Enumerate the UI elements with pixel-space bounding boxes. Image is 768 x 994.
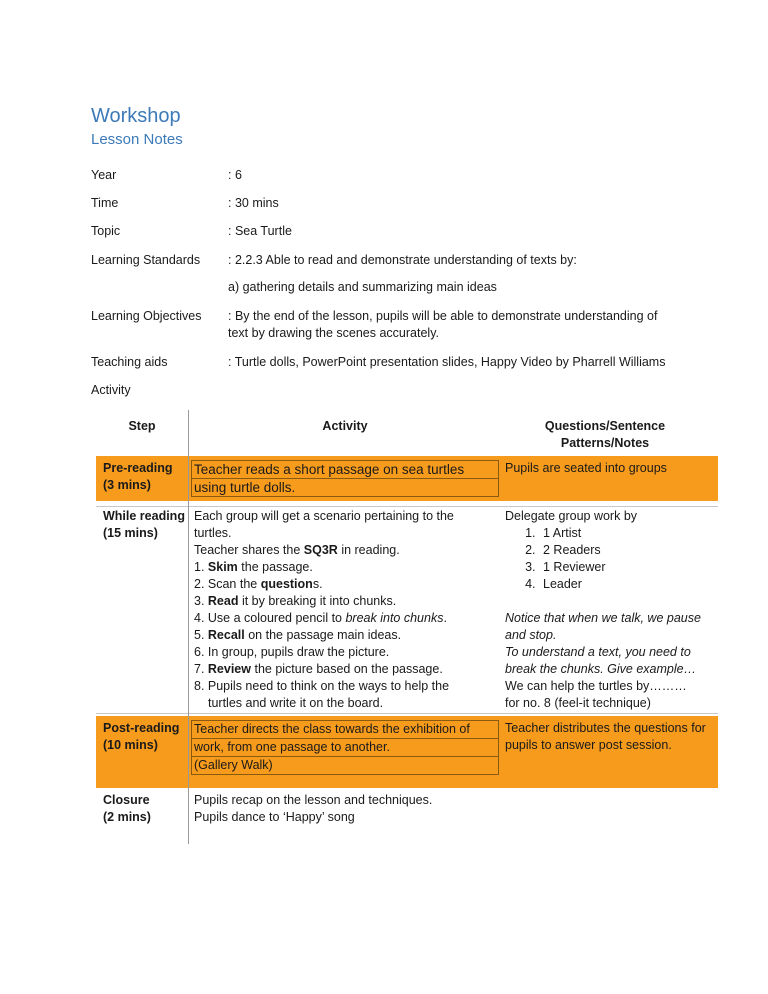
document-subtitle: Lesson Notes <box>91 131 183 148</box>
text-run: the passage. <box>237 560 313 574</box>
list-item: 4. Leader <box>539 576 717 593</box>
activity-cell <box>194 720 499 775</box>
step-name: While reading <box>103 509 185 523</box>
activity-line: turtles and write it on the board. <box>208 696 384 710</box>
field-label-standards: Learning Standards <box>91 253 201 267</box>
activity-line: Teacher directs the class towards the exhibition of <box>191 720 499 739</box>
row-divider <box>96 506 718 507</box>
bold-term: SQ3R <box>303 543 338 557</box>
document-title: Workshop <box>91 105 181 127</box>
field-value-time: : 30 mins <box>228 196 279 210</box>
header-activity: Activity <box>322 419 368 433</box>
field-value-standards: : 2.2.3 Able to read and demonstrate understanding of texts by: <box>228 253 577 267</box>
italic-term: break into chunks <box>345 611 444 625</box>
field-value-standards-detail: a) gathering details and summarizing main ideas <box>228 280 497 294</box>
table-row-while-reading <box>96 508 718 711</box>
list-item: 1. 1 Artist <box>539 525 717 542</box>
field-label-topic: Topic <box>91 224 121 238</box>
field-value-teaching-aids: : Turtle dolls, PowerPoint presentation slides, Happy Video by Pharrell Williams <box>228 355 666 369</box>
row-divider <box>96 713 718 714</box>
step-duration: (10 mins) <box>103 738 158 752</box>
note-line: and stop. <box>505 628 557 642</box>
roles-list <box>505 525 717 593</box>
step-cell <box>103 460 193 494</box>
step-cell <box>103 720 193 754</box>
activity-line <box>194 627 499 644</box>
bold-term: Recall <box>207 628 245 642</box>
activity-line <box>194 593 499 610</box>
bold-term: Review <box>207 662 251 676</box>
bold-term: Skim <box>207 560 238 574</box>
activity-line: Teacher reads a short passage on sea turtles <box>191 460 499 479</box>
text-run: 4. Use a coloured pencil to <box>194 611 346 625</box>
step-duration: (3 mins) <box>103 478 151 492</box>
text-run: s. <box>312 577 323 591</box>
field-value-objectives: : By the end of the lesson, pupils will be able to demonstrate understanding of <box>228 309 658 323</box>
notes-cell <box>505 508 717 712</box>
activity-line: Pupils dance to ‘Happy’ song <box>194 810 355 824</box>
activity-line <box>194 661 499 678</box>
note-line: pupils to answer post session. <box>505 738 672 752</box>
text-run: Teacher shares the <box>194 543 304 557</box>
text-run: it by breaking it into chunks. <box>238 594 397 608</box>
list-item: 3. 1 Reviewer <box>539 559 717 576</box>
table-row-closure <box>96 792 718 832</box>
activity-line: turtles. <box>194 526 232 540</box>
step-name: Pre-reading <box>103 461 173 475</box>
list-item: 2. 2 Readers <box>539 542 717 559</box>
notes-cell <box>505 720 717 754</box>
spacer <box>505 593 717 610</box>
bold-term: question <box>260 577 313 591</box>
text-run: . <box>443 611 447 625</box>
text-run: in reading. <box>337 543 400 557</box>
field-label-objectives: Learning Objectives <box>91 309 202 323</box>
activity-line: 6. In group, pupils draw the picture. <box>194 645 390 659</box>
table-row-post-reading <box>96 716 718 788</box>
activity-line: using turtle dolls. <box>191 478 499 497</box>
text-run: 2. Scan the <box>194 577 261 591</box>
step-name: Closure <box>103 793 150 807</box>
activity-cell <box>194 460 499 497</box>
field-label-teaching-aids: Teaching aids <box>91 355 168 369</box>
text-run: 1. <box>194 560 208 574</box>
text-run: on the passage main ideas. <box>244 628 402 642</box>
field-value-year: : 6 <box>228 168 242 182</box>
bold-term: Read <box>207 594 239 608</box>
step-cell <box>103 508 193 542</box>
header-step: Step <box>128 419 156 433</box>
activity-line: Each group will get a scenario pertaining to the <box>194 509 454 523</box>
activity-cell <box>194 508 499 712</box>
step-duration: (2 mins) <box>103 810 151 824</box>
activity-line <box>194 610 499 627</box>
header-questions <box>500 418 710 452</box>
field-label-year: Year <box>91 168 117 182</box>
text-run: 7. <box>194 662 208 676</box>
activity-line: (Gallery Walk) <box>191 756 499 775</box>
notes-intro: Delegate group work by <box>505 509 638 523</box>
header-questions-line1: Questions/Sentence <box>544 419 666 433</box>
text-run: 3. <box>194 594 208 608</box>
note-line: break the chunks. Give example… <box>505 662 697 676</box>
activity-line <box>194 576 499 593</box>
activity-line: 8. Pupils need to think on the ways to help the <box>194 679 450 693</box>
table-column-divider <box>188 410 189 844</box>
step-name: Post-reading <box>103 721 180 735</box>
field-value-objectives-cont: text by drawing the scenes accurately. <box>228 326 439 340</box>
field-value-topic: : Sea Turtle <box>228 224 292 238</box>
activity-cell <box>194 792 499 826</box>
table-row-pre-reading <box>96 456 718 501</box>
step-duration: (15 mins) <box>103 526 158 540</box>
activity-line: Pupils recap on the lesson and techniques. <box>194 793 433 807</box>
activity-line <box>194 559 499 576</box>
note-line: Notice that when we talk, we pause <box>505 611 701 625</box>
field-label-time: Time <box>91 196 119 210</box>
note-line: Teacher distributes the questions for <box>505 721 706 735</box>
note-line: for no. 8 (feel-it technique) <box>505 696 651 710</box>
activity-line <box>194 542 499 559</box>
activity-line: work, from one passage to another. <box>191 738 499 757</box>
header-questions-line2: Patterns/Notes <box>560 436 650 450</box>
activity-heading: Activity <box>91 383 131 397</box>
notes-cell: Pupils are seated into groups <box>505 461 667 475</box>
text-run: 5. <box>194 628 208 642</box>
text-run: the picture based on the passage. <box>251 662 443 676</box>
step-cell <box>103 792 193 826</box>
note-line: To understand a text, you need to <box>505 645 691 659</box>
note-line: We can help the turtles by……… <box>505 679 687 693</box>
